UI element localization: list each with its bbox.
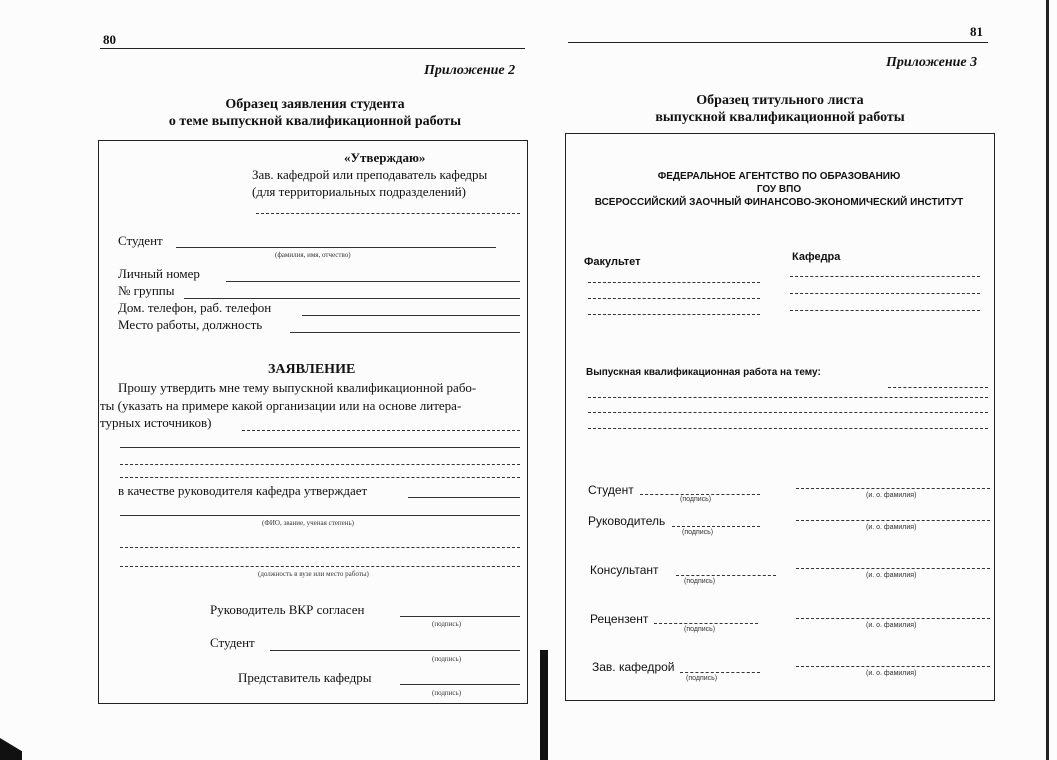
phones-field[interactable] — [302, 315, 520, 316]
page-title-left — [150, 96, 480, 130]
application-body-line-2: ты (указать на примере какой организации или на основе литера- — [100, 398, 462, 413]
workplace-field[interactable] — [290, 332, 520, 333]
department-field-1[interactable] — [790, 276, 980, 277]
title-line-1: Образец заявления студента — [225, 97, 405, 112]
institution-header — [567, 170, 991, 209]
student-name-field[interactable] — [176, 247, 496, 248]
group-number-field[interactable] — [184, 298, 520, 299]
page-edge-right — [1046, 0, 1049, 760]
header-rule-left — [100, 48, 525, 49]
corner-shadow — [0, 738, 22, 760]
supervisor-extra-field[interactable] — [120, 547, 520, 548]
supervisor-signature-hint: (подпись) — [682, 529, 714, 536]
consultant-name-hint: (и. о. фамилия) — [866, 572, 917, 579]
topic-field-4[interactable] — [120, 477, 520, 478]
approver-line-1: Зав. кафедрой или преподаватель кафедры — [252, 167, 488, 182]
thesis-topic-label: Выпускная квалификационная работа на тему: — [586, 367, 821, 378]
student-name-hint: (фамилия, имя, отчество) — [275, 251, 351, 259]
agency-line: ФЕДЕРАЛЬНОЕ АГЕНТСТВО ПО ОБРАЗОВАНИЮ — [657, 171, 901, 182]
supervisor-approval-label: в качестве руководителя кафедра утверждает — [118, 483, 368, 498]
approve-label: «Утверждаю» — [344, 150, 426, 165]
personal-number-label: Личный номер — [118, 266, 200, 281]
appendix-label-right: Приложение 3 — [886, 55, 978, 70]
head-name-hint: (и. о. фамилия) — [866, 670, 917, 677]
supervisor-position-field[interactable] — [120, 566, 520, 567]
book-spine-shadow — [540, 650, 548, 760]
student-role-label: Студент — [588, 483, 634, 497]
student-label: Студент — [118, 233, 163, 248]
student-sign-label: Студент — [210, 635, 255, 650]
topic-field-3[interactable] — [120, 464, 520, 465]
consultant-signature-hint: (подпись) — [684, 578, 716, 585]
dept-rep-signature-hint: (подпись) — [432, 689, 462, 697]
department-label: Кафедра — [792, 251, 841, 263]
phones-label: Дом. телефон, раб. телефон — [118, 300, 272, 315]
head-signature-field[interactable] — [680, 672, 760, 673]
faculty-field-1[interactable] — [588, 282, 760, 283]
student-signature-hint: (подпись) — [432, 655, 462, 663]
topic-field-1[interactable] — [242, 430, 520, 431]
approver-signature-line[interactable] — [256, 213, 520, 214]
student-signature-hint: (подпись) — [680, 496, 712, 503]
institute-line: ВСЕРОССИЙСКИЙ ЗАОЧНЫЙ ФИНАНСОВО-ЭКОНОМИЧЕСКИЙ ИНСТИТУТ — [594, 197, 964, 208]
title-line-2: выпускной квалификационной работы — [655, 110, 905, 125]
workplace-label: Место работы, должность — [118, 317, 263, 332]
head-name-field[interactable] — [796, 666, 990, 667]
page-number-right: 81 — [970, 24, 983, 39]
header-rule-right — [568, 42, 988, 43]
reviewer-signature-field[interactable] — [654, 623, 758, 624]
student-signature-field[interactable] — [640, 494, 760, 495]
application-body-line-3: турных источников) — [100, 415, 212, 430]
title-line-1: Образец титульного листа — [696, 93, 864, 108]
head-signature-hint: (подпись) — [686, 675, 718, 682]
application-heading: ЗАЯВЛЕНИЕ — [268, 362, 356, 377]
student-signature-field[interactable] — [270, 650, 520, 651]
head-role-label: Зав. кафедрой — [592, 660, 675, 674]
supervisor-approval-field[interactable] — [408, 497, 520, 498]
student-name-field[interactable] — [796, 488, 990, 489]
topic-field-1[interactable] — [588, 397, 988, 398]
topic-field-0[interactable] — [888, 387, 988, 388]
student-name-hint: (и. о. фамилия) — [866, 492, 917, 499]
department-field-2[interactable] — [790, 293, 980, 294]
title-line-2: о теме выпускной квалификационной работы — [168, 114, 462, 129]
faculty-field-2[interactable] — [588, 298, 760, 299]
supervisor-signature-field[interactable] — [400, 616, 520, 617]
topic-field-2[interactable] — [120, 447, 520, 448]
faculty-label: Факультет — [584, 256, 641, 268]
supervisor-fio-field[interactable] — [120, 515, 520, 516]
page-number-left: 80 — [103, 32, 116, 47]
supervisor-name-field[interactable] — [796, 520, 990, 521]
group-number-label: № группы — [118, 283, 175, 298]
department-field-3[interactable] — [790, 310, 980, 311]
consultant-name-field[interactable] — [796, 568, 990, 569]
page-title-right — [620, 92, 940, 126]
supervisor-role-label: Руководитель — [588, 514, 666, 528]
dept-rep-label: Представитель кафедры — [238, 670, 372, 685]
supervisor-fio-hint: (ФИО, звание, ученая степень) — [262, 519, 355, 527]
appendix-label-left: Приложение 2 — [424, 63, 516, 78]
supervisor-name-hint: (и. о. фамилия) — [866, 524, 917, 531]
gou-line: ГОУ ВПО — [756, 184, 802, 195]
supervisor-signature-field[interactable] — [672, 526, 760, 527]
faculty-field-3[interactable] — [588, 314, 760, 315]
topic-field-3[interactable] — [588, 428, 988, 429]
reviewer-name-hint: (и. о. фамилия) — [866, 622, 917, 629]
reviewer-role-label: Рецензент — [590, 612, 649, 626]
reviewer-signature-hint: (подпись) — [684, 626, 716, 633]
approver-line-2: (для территориальных подразделений) — [252, 184, 466, 199]
consultant-signature-field[interactable] — [676, 575, 776, 576]
supervisor-signature-hint: (подпись) — [432, 620, 462, 628]
dept-rep-signature-field[interactable] — [400, 684, 520, 685]
personal-number-field[interactable] — [226, 281, 520, 282]
consultant-role-label: Консультант — [590, 563, 659, 577]
application-body-line-1: Прошу утвердить мне тему выпускной квалификационной рабо- — [118, 380, 477, 395]
supervisor-agree-label: Руководитель ВКР согласен — [210, 602, 365, 617]
reviewer-name-field[interactable] — [796, 618, 990, 619]
topic-field-2[interactable] — [588, 412, 988, 413]
supervisor-position-hint: (должность в вузе или место работы) — [258, 570, 369, 578]
